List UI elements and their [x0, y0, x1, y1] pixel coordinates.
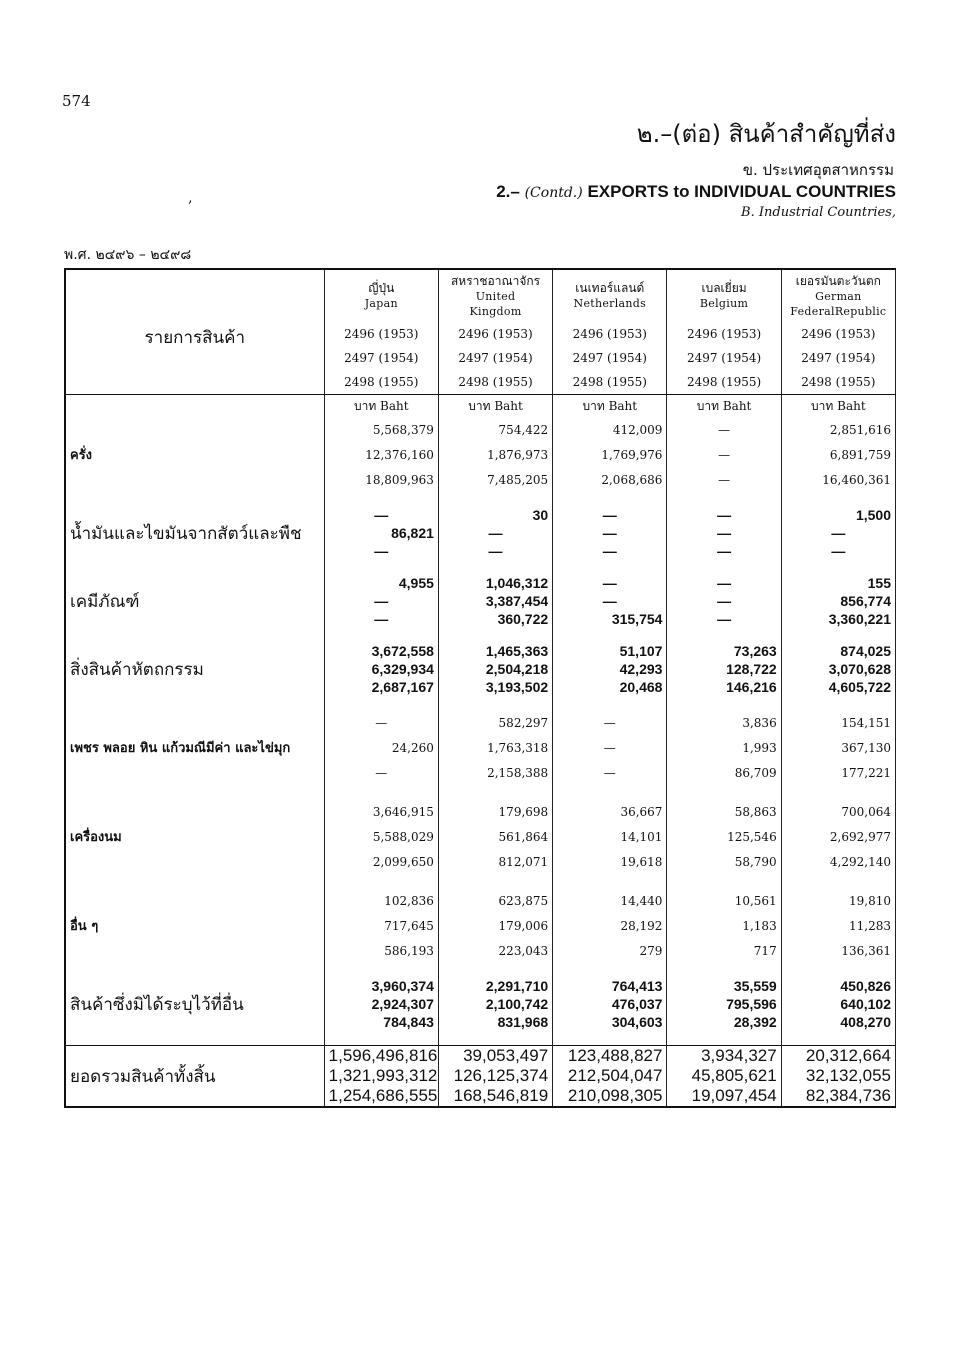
value-cell: 28,392 — [667, 1013, 781, 1031]
value-cell: — — [553, 524, 667, 542]
item-label: เพชร พลอย หิน แก้วมณีมีค่า และไข่มุก — [65, 710, 324, 785]
total-value-cell: 32,132,055 — [781, 1066, 895, 1086]
gap-cell — [324, 696, 438, 710]
total-value-cell: 19,097,454 — [667, 1086, 781, 1107]
value-cell: 155 — [781, 574, 895, 592]
gap-cell — [781, 874, 895, 888]
value-cell: — — [667, 574, 781, 592]
gap-cell — [324, 785, 438, 799]
value-cell: 58,863 — [667, 799, 781, 824]
year-cell: 2496 (1953) — [667, 322, 781, 346]
value-cell: — — [781, 524, 895, 542]
gap-label — [65, 628, 324, 642]
value-cell: 700,064 — [781, 799, 895, 824]
value-cell: 279 — [553, 938, 667, 963]
value-cell: 223,043 — [438, 938, 552, 963]
gap-cell — [667, 1031, 781, 1046]
value-cell: — — [781, 542, 895, 560]
row-gap — [65, 785, 896, 799]
unit-cell: บาท Baht — [667, 395, 781, 418]
value-cell: 1,046,312 — [438, 574, 552, 592]
gap-cell — [324, 1031, 438, 1046]
unit-cell: บาท Baht — [438, 395, 552, 418]
item-label: สิ่งสินค้าหัตถกรรม — [65, 642, 324, 696]
value-cell: — — [553, 592, 667, 610]
gap-label — [65, 560, 324, 574]
value-cell: 1,769,976 — [553, 442, 667, 467]
value-cell: 2,692,977 — [781, 824, 895, 849]
value-cell: — — [553, 760, 667, 785]
year-cell: 2497 (1954) — [781, 346, 895, 370]
gap-cell — [667, 963, 781, 977]
value-cell: 11,283 — [781, 913, 895, 938]
value-cell: — — [667, 506, 781, 524]
value-cell: 19,810 — [781, 888, 895, 913]
value-cell: — — [553, 710, 667, 735]
value-cell: 51,107 — [553, 642, 667, 660]
value-cell: 450,826 — [781, 977, 895, 995]
gap-cell — [553, 785, 667, 799]
row-gap — [65, 1031, 896, 1046]
gap-cell — [781, 628, 895, 642]
value-cell: 367,130 — [781, 735, 895, 760]
gap-label — [65, 874, 324, 888]
gap-cell — [553, 874, 667, 888]
column-header-2 — [553, 269, 667, 322]
value-cell: 3,387,454 — [438, 592, 552, 610]
gap-cell — [667, 560, 781, 574]
gap-cell — [667, 785, 781, 799]
value-cell: 717 — [667, 938, 781, 963]
row-gap — [65, 560, 896, 574]
year-cell: 2498 (1955) — [438, 370, 552, 395]
value-cell: 179,698 — [438, 799, 552, 824]
column-english-name-2: Kingdom — [469, 304, 522, 318]
column-thai-name: สหราชอาณาจักร — [450, 273, 541, 288]
table-row — [65, 574, 896, 592]
value-cell: 6,891,759 — [781, 442, 895, 467]
english-title-contd: (Contd.) — [524, 185, 583, 201]
year-cell: 2498 (1955) — [781, 370, 895, 395]
gap-cell — [553, 696, 667, 710]
value-cell: 754,422 — [438, 417, 552, 442]
column-english-name-1: Netherlands — [573, 297, 647, 310]
value-cell: — — [667, 542, 781, 560]
year-cell: 2498 (1955) — [667, 370, 781, 395]
total-label: ยอดรวมสินค้าทั้งสิ้น — [65, 1046, 324, 1108]
value-cell: 3,672,558 — [324, 642, 438, 660]
table-row — [65, 417, 896, 442]
value-cell: 408,270 — [781, 1013, 895, 1031]
column-thai-name: เบลเยี่ยม — [701, 281, 747, 295]
value-cell: — — [667, 417, 781, 442]
gap-cell — [781, 1031, 895, 1046]
gap-label — [65, 492, 324, 506]
value-cell: 10,561 — [667, 888, 781, 913]
value-cell: 28,192 — [553, 913, 667, 938]
column-english-name-1: German — [815, 289, 862, 303]
gap-cell — [781, 785, 895, 799]
year-cell: 2496 (1953) — [438, 322, 552, 346]
value-cell: 19,618 — [553, 849, 667, 874]
value-cell: — — [667, 442, 781, 467]
total-value-cell: 123,488,827 — [553, 1046, 667, 1067]
thai-subtitle: ข. ประเทศอุตสาหกรรม — [742, 161, 894, 179]
value-cell: 582,297 — [438, 710, 552, 735]
value-cell: — — [553, 574, 667, 592]
row-gap — [65, 492, 896, 506]
value-cell: 5,568,379 — [324, 417, 438, 442]
year-row — [65, 322, 896, 346]
total-value-cell: 1,596,496,816 — [324, 1046, 438, 1067]
value-cell: 4,605,722 — [781, 678, 895, 696]
value-cell: — — [667, 592, 781, 610]
value-cell: 2,924,307 — [324, 995, 438, 1013]
gap-cell — [667, 874, 781, 888]
value-cell: 2,504,218 — [438, 660, 552, 678]
value-cell: 476,037 — [553, 995, 667, 1013]
total-value-cell: 82,384,736 — [781, 1086, 895, 1107]
year-cell: 2497 (1954) — [438, 346, 552, 370]
gap-cell — [438, 1031, 552, 1046]
gap-cell — [781, 963, 895, 977]
gap-cell — [553, 560, 667, 574]
gap-cell — [553, 1031, 667, 1046]
year-cell: 2497 (1954) — [667, 346, 781, 370]
year-cell: 2498 (1955) — [553, 370, 667, 395]
gap-cell — [781, 696, 895, 710]
value-cell: — — [324, 610, 438, 628]
gap-cell — [438, 785, 552, 799]
value-cell: 86,709 — [667, 760, 781, 785]
total-value-cell: 210,098,305 — [553, 1086, 667, 1107]
value-cell: 3,960,374 — [324, 977, 438, 995]
value-cell: — — [438, 542, 552, 560]
value-cell: 18,809,963 — [324, 467, 438, 492]
total-value-cell: 3,934,327 — [667, 1046, 781, 1067]
value-cell: 1,876,973 — [438, 442, 552, 467]
value-cell: — — [438, 524, 552, 542]
value-cell: 5,588,029 — [324, 824, 438, 849]
value-cell: 784,843 — [324, 1013, 438, 1031]
value-cell: — — [553, 542, 667, 560]
value-cell: 36,667 — [553, 799, 667, 824]
year-cell: 2497 (1954) — [324, 346, 438, 370]
value-cell: 179,006 — [438, 913, 552, 938]
value-cell: 360,722 — [438, 610, 552, 628]
unit-cell: บาท Baht — [324, 395, 438, 418]
header-row — [65, 269, 896, 322]
gap-label — [65, 1031, 324, 1046]
value-cell: 795,596 — [667, 995, 781, 1013]
row-header-cell — [65, 269, 324, 322]
gap-label — [65, 696, 324, 710]
year-cell: 2497 (1954) — [553, 346, 667, 370]
table-row — [65, 977, 896, 995]
value-cell: 640,102 — [781, 995, 895, 1013]
value-cell: 874,025 — [781, 642, 895, 660]
value-cell: 86,821 — [324, 524, 438, 542]
value-cell: 154,151 — [781, 710, 895, 735]
value-cell: — — [324, 506, 438, 524]
value-cell: 586,193 — [324, 938, 438, 963]
value-cell: 3,646,915 — [324, 799, 438, 824]
item-label: เครื่องนม — [65, 799, 324, 874]
column-english-name-1: Belgium — [699, 297, 749, 310]
value-cell: 3,070,628 — [781, 660, 895, 678]
english-title-prefix: 2.– — [496, 182, 520, 201]
value-cell: — — [667, 467, 781, 492]
value-cell: 856,774 — [781, 592, 895, 610]
gap-cell — [438, 696, 552, 710]
total-row — [65, 1046, 896, 1067]
english-subtitle: B. Industrial Countries, — [741, 205, 896, 220]
value-cell: 2,291,710 — [438, 977, 552, 995]
value-cell: — — [667, 524, 781, 542]
row-gap — [65, 696, 896, 710]
value-cell: 2,158,388 — [438, 760, 552, 785]
stray-mark: ‚ — [188, 190, 193, 206]
value-cell: 3,360,221 — [781, 610, 895, 628]
total-value-cell: 212,504,047 — [553, 1066, 667, 1086]
value-cell: 177,221 — [781, 760, 895, 785]
gap-cell — [667, 696, 781, 710]
gap-cell — [324, 560, 438, 574]
gap-cell — [324, 874, 438, 888]
column-header-3 — [667, 269, 781, 322]
row-gap — [65, 874, 896, 888]
value-cell: 6,329,934 — [324, 660, 438, 678]
total-value-cell: 39,053,497 — [438, 1046, 552, 1067]
thai-title: ๒.–(ต่อ) สินค้าสำคัญที่ส่ง — [636, 120, 896, 148]
gap-label — [65, 963, 324, 977]
value-cell: 764,413 — [553, 977, 667, 995]
value-cell: 315,754 — [553, 610, 667, 628]
value-cell: 717,645 — [324, 913, 438, 938]
exports-table — [64, 268, 896, 1108]
table-row — [65, 642, 896, 660]
value-cell: 561,864 — [438, 824, 552, 849]
value-cell: — — [324, 760, 438, 785]
value-cell: — — [324, 592, 438, 610]
value-cell: 24,260 — [324, 735, 438, 760]
gap-cell — [324, 492, 438, 506]
value-cell: 304,603 — [553, 1013, 667, 1031]
table-row — [65, 799, 896, 824]
item-label: สินค้าซึ่งมิได้ระบุไว้ที่อื่น — [65, 977, 324, 1031]
value-cell: 42,293 — [553, 660, 667, 678]
value-cell: 128,722 — [667, 660, 781, 678]
years-label: พ.ศ. ๒๔๙๖ – ๒๔๙๘ — [64, 247, 192, 263]
value-cell: 146,216 — [667, 678, 781, 696]
year-cell: 2496 (1953) — [781, 322, 895, 346]
value-cell: 3,836 — [667, 710, 781, 735]
gap-cell — [553, 492, 667, 506]
unit-cell: บาท Baht — [553, 395, 667, 418]
value-cell: 831,968 — [438, 1013, 552, 1031]
unit-row — [65, 395, 896, 418]
gap-cell — [667, 492, 781, 506]
column-thai-name: เนเทอร์แลนด์ — [575, 281, 645, 295]
column-header-1 — [438, 269, 552, 322]
row-gap — [65, 963, 896, 977]
value-cell: 125,546 — [667, 824, 781, 849]
value-cell: 1,763,318 — [438, 735, 552, 760]
gap-cell — [438, 963, 552, 977]
total-value-cell: 20,312,664 — [781, 1046, 895, 1067]
gap-cell — [324, 628, 438, 642]
value-cell: 58,790 — [667, 849, 781, 874]
value-cell: 4,292,140 — [781, 849, 895, 874]
table-row — [65, 888, 896, 913]
gap-cell — [438, 560, 552, 574]
year-cell: 2496 (1953) — [324, 322, 438, 346]
page-number: 574 — [62, 92, 91, 110]
item-label: น้ำมันและไขมันจากสัตว์และพืช — [65, 506, 324, 560]
value-cell: 412,009 — [553, 417, 667, 442]
gap-cell — [438, 492, 552, 506]
value-cell: 14,101 — [553, 824, 667, 849]
row-gap — [65, 628, 896, 642]
item-label: อื่น ๆ — [65, 888, 324, 963]
total-value-cell: 126,125,374 — [438, 1066, 552, 1086]
total-value-cell: 168,546,819 — [438, 1086, 552, 1107]
value-cell: — — [667, 610, 781, 628]
value-cell: 2,100,742 — [438, 995, 552, 1013]
value-cell: 1,465,363 — [438, 642, 552, 660]
column-english-name-1: United — [475, 289, 516, 303]
value-cell: 30 — [438, 506, 552, 524]
column-thai-name: ญี่ปุ่น — [368, 281, 395, 295]
gap-cell — [438, 628, 552, 642]
value-cell: 12,376,160 — [324, 442, 438, 467]
gap-cell — [438, 874, 552, 888]
gap-cell — [324, 963, 438, 977]
item-label: เคมีภัณฑ์ — [65, 574, 324, 628]
total-value-cell: 45,805,621 — [667, 1066, 781, 1086]
gap-cell — [781, 492, 895, 506]
column-english-name-1: Japan — [364, 297, 398, 310]
value-cell: 7,485,205 — [438, 467, 552, 492]
gap-cell — [553, 963, 667, 977]
column-thai-name: เยอรมันตะวันตก — [795, 273, 881, 288]
gap-cell — [781, 560, 895, 574]
value-cell: — — [324, 542, 438, 560]
unit-label-cell — [65, 395, 324, 418]
value-cell: 20,468 — [553, 678, 667, 696]
value-cell: 14,440 — [553, 888, 667, 913]
value-cell: 16,460,361 — [781, 467, 895, 492]
total-value-cell: 1,254,686,555 — [324, 1086, 438, 1107]
total-value-cell: 1,321,993,312 — [324, 1066, 438, 1086]
row-header-label: รายการสินค้า — [65, 322, 324, 395]
value-cell: 2,851,616 — [781, 417, 895, 442]
item-label: ครั่ง — [65, 417, 324, 492]
value-cell: 2,068,686 — [553, 467, 667, 492]
value-cell: 1,183 — [667, 913, 781, 938]
value-cell: — — [553, 506, 667, 524]
gap-cell — [667, 628, 781, 642]
unit-cell: บาท Baht — [781, 395, 895, 418]
column-english-name-2: FederalRepublic — [790, 304, 887, 318]
value-cell: 3,193,502 — [438, 678, 552, 696]
year-cell: 2498 (1955) — [324, 370, 438, 395]
column-header-0 — [324, 269, 438, 322]
value-cell: 73,263 — [667, 642, 781, 660]
gap-cell — [553, 628, 667, 642]
value-cell: 2,687,167 — [324, 678, 438, 696]
value-cell: 623,875 — [438, 888, 552, 913]
value-cell: 812,071 — [438, 849, 552, 874]
column-header-4 — [781, 269, 895, 322]
gap-label — [65, 785, 324, 799]
table-row — [65, 710, 896, 735]
value-cell: 2,099,650 — [324, 849, 438, 874]
value-cell: — — [324, 710, 438, 735]
english-title — [496, 182, 896, 202]
value-cell: 102,836 — [324, 888, 438, 913]
english-title-main: EXPORTS to INDIVIDUAL COUNTRIES — [587, 182, 896, 201]
value-cell: 1,993 — [667, 735, 781, 760]
value-cell: 4,955 — [324, 574, 438, 592]
value-cell: 136,361 — [781, 938, 895, 963]
value-cell: 35,559 — [667, 977, 781, 995]
table-row — [65, 506, 896, 524]
value-cell: 1,500 — [781, 506, 895, 524]
value-cell: — — [553, 735, 667, 760]
year-cell: 2496 (1953) — [553, 322, 667, 346]
